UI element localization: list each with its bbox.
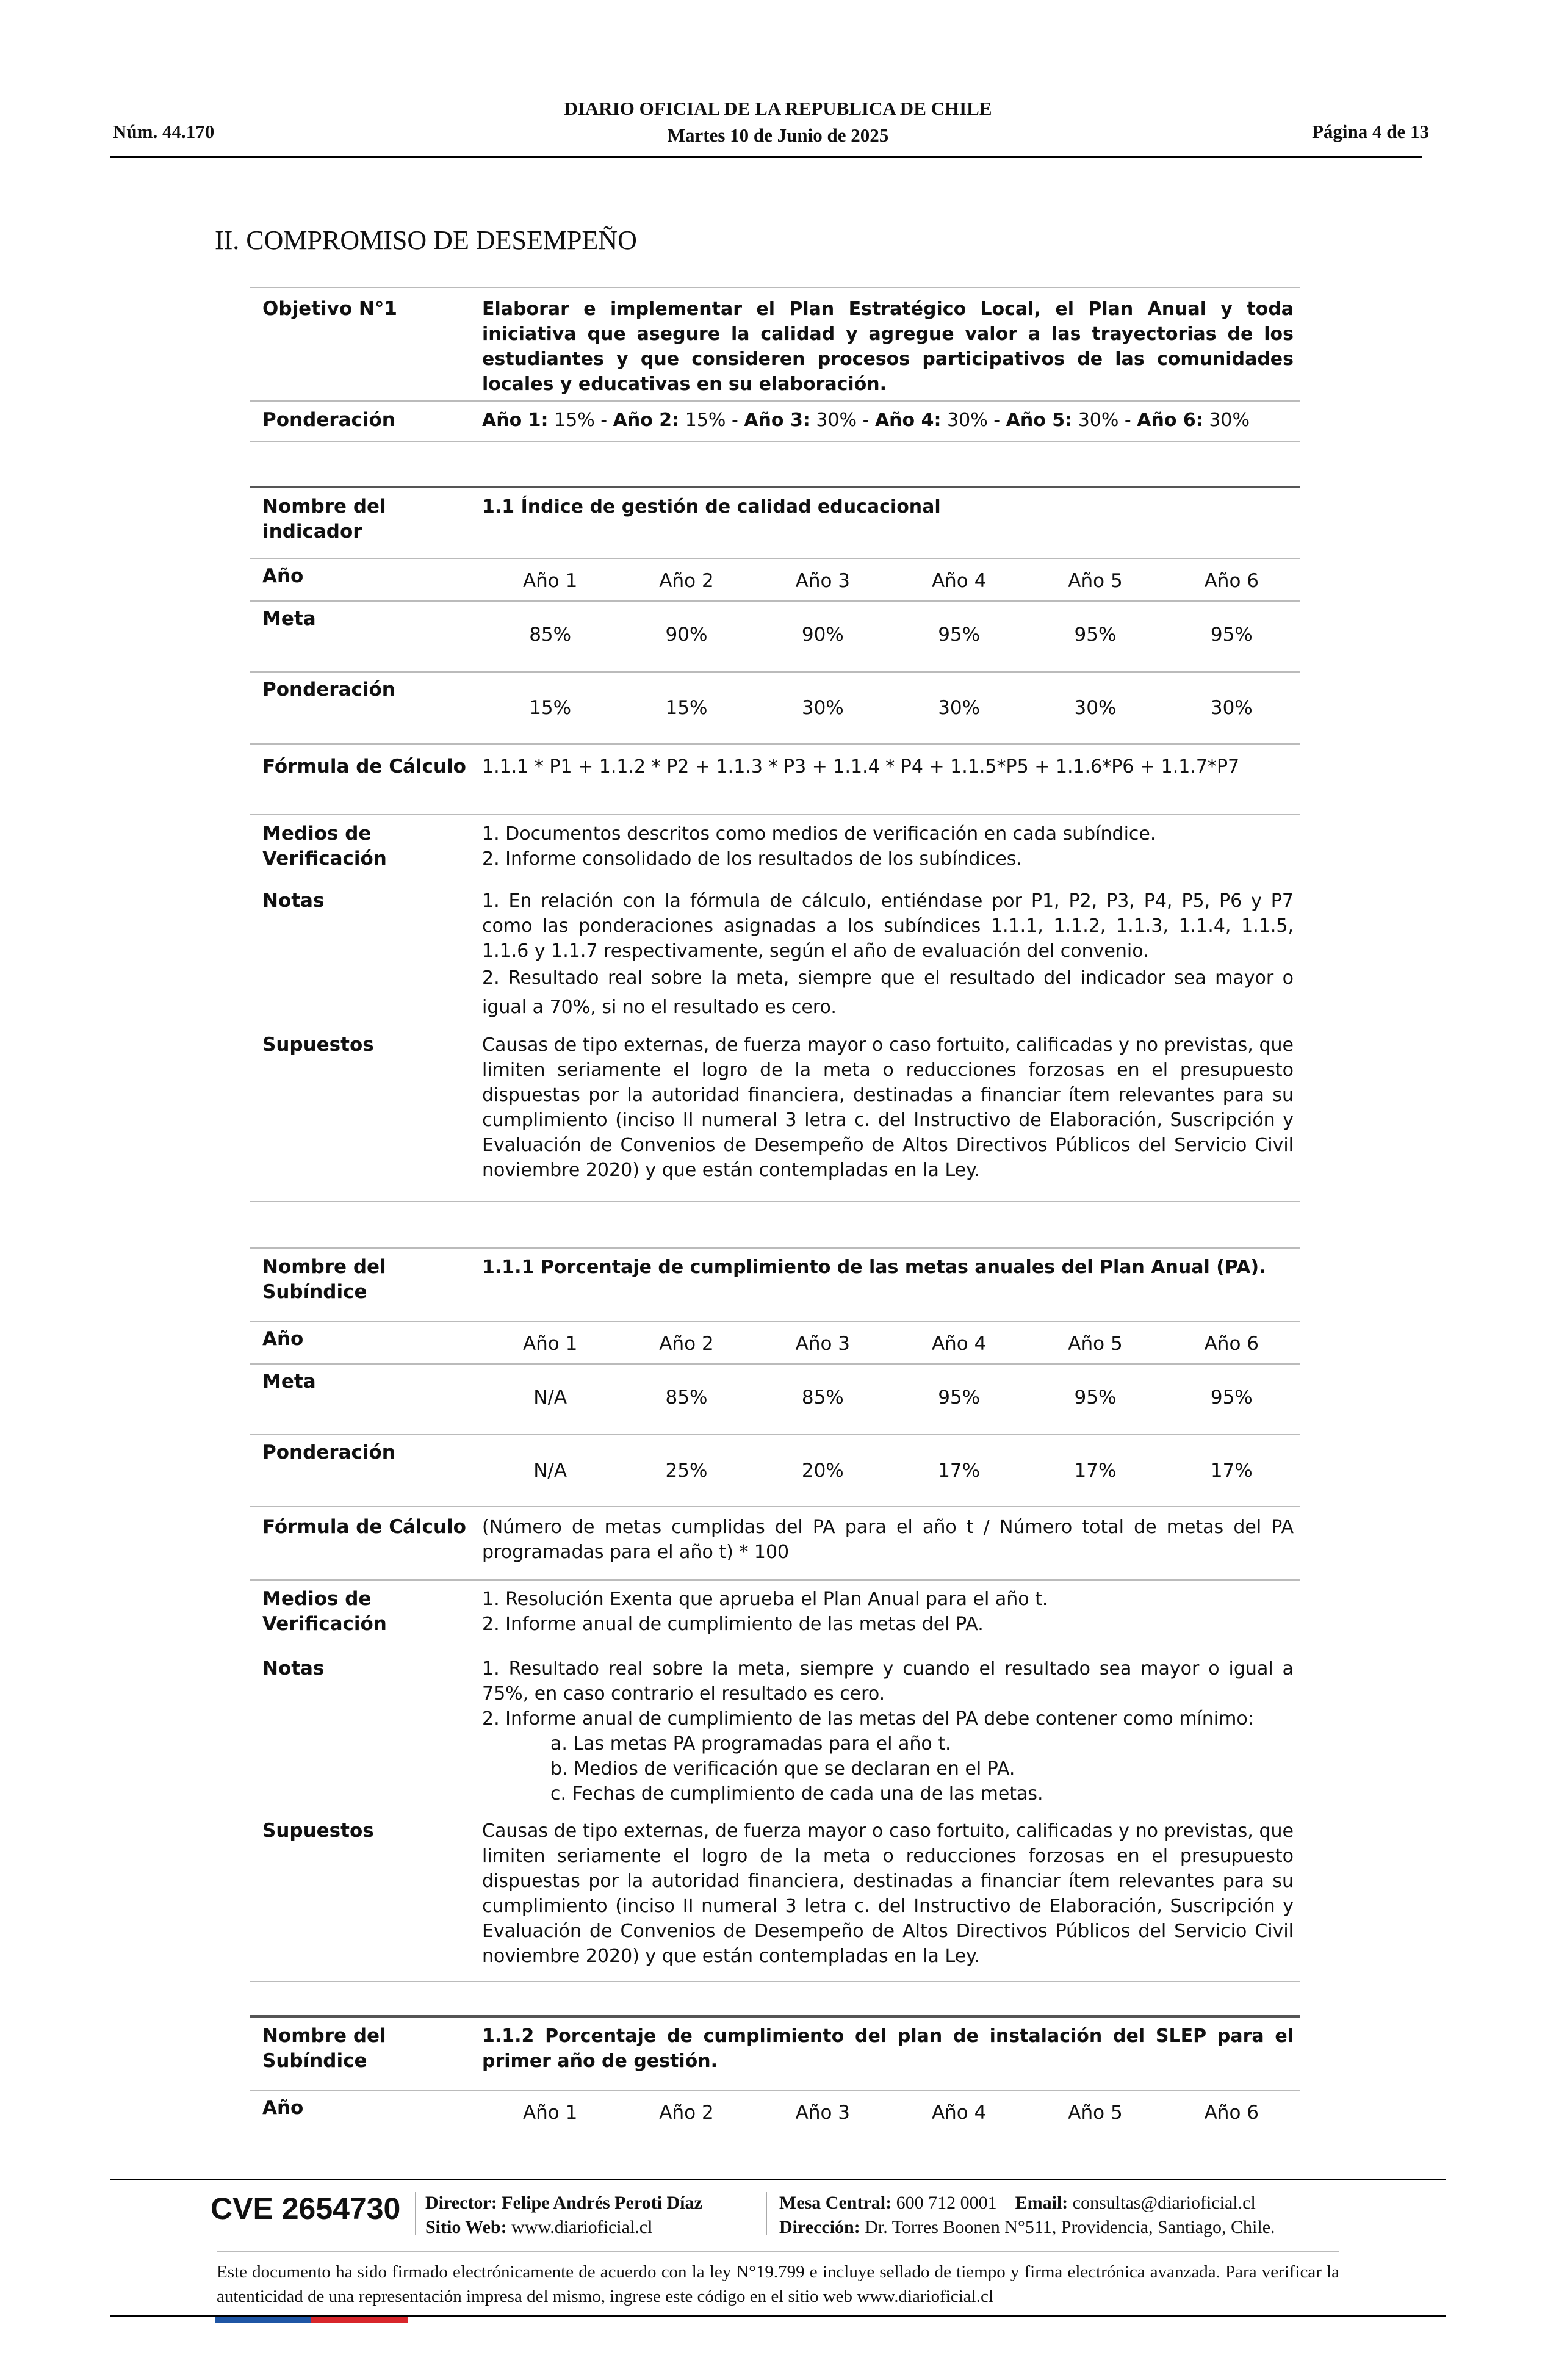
phone-label: Mesa Central: bbox=[779, 2193, 892, 2213]
footer-separator bbox=[415, 2192, 416, 2235]
year-header-row bbox=[482, 1333, 1300, 1355]
goal-value: 85% bbox=[665, 1387, 708, 1408]
objective-table bbox=[250, 287, 1300, 442]
year-label: Año bbox=[262, 565, 304, 587]
year-header: Año 4 bbox=[931, 1333, 987, 1355]
year-header: Año 2 bbox=[659, 2102, 714, 2124]
director-label: Director: bbox=[425, 2193, 497, 2213]
note-subitem: b. Medios de verificación que se declaran en el PA. bbox=[550, 1758, 1015, 1780]
means-list bbox=[482, 821, 1294, 871]
weight-value: 30% bbox=[938, 697, 981, 719]
goal-value: N/A bbox=[533, 1387, 567, 1408]
weight-year: Año 4: bbox=[874, 409, 942, 431]
divider bbox=[250, 441, 1300, 442]
page-indicator: Página 4 de 13 bbox=[1311, 121, 1429, 142]
weight-year: Año 2: bbox=[613, 409, 680, 431]
subindex-name: 1.1.1 Porcentaje de cumplimiento de las metas anuales del Plan Anual (PA). bbox=[482, 1257, 1266, 1278]
header-rule bbox=[110, 156, 1422, 158]
goal-label: Meta bbox=[262, 1371, 316, 1393]
address-text: Dr. Torres Boonen N°511, Providencia, Santiago, Chile. bbox=[865, 2217, 1275, 2237]
assumptions-text: Causas de tipo externas, de fuerza mayor o caso fortuito, calificadas y no previstas, que limiten seriamente el logro de la meta o reducciones forzosas en el presupuesto dispuestas por la autoridad financiera, destinadas a financiar ítem relevantes para su cumplimiento (inciso II numeral 3 letra c. del Instructivo de Elaboración, Suscripción y Evaluación de Convenios de Desempeño de Altos Directivos Públicos del Servicio Civil noviembre 2020) y que están contempladas en la Ley. bbox=[482, 1820, 1294, 1967]
means-label: Medios de Verificación bbox=[262, 823, 387, 870]
note-subitem: a. Las metas PA programadas para el año t. bbox=[550, 1733, 951, 1754]
site-label: Sitio Web: bbox=[425, 2217, 507, 2237]
weight-value: 30% bbox=[1209, 409, 1250, 431]
year-header: Año 6 bbox=[1204, 570, 1259, 592]
year-header: Año 6 bbox=[1204, 2102, 1259, 2124]
note-item: 1. En relación con la fórmula de cálculo, entiéndase por P1, P2, P3, P4, P5, P6 y P7 como las ponderaciones asignadas a los subíndices 1.1.1, 1.1.2, 1.1.3, 1.1.4, 1.1.5, 1.1.6 y 1.1.7 respectivamente, según el año de evaluación del convenio. bbox=[482, 890, 1294, 962]
means-label: Medios de Verificación bbox=[262, 1588, 387, 1635]
weight-value: 30% bbox=[801, 697, 844, 719]
note-subitem: c. Fechas de cumplimiento de cada una de las metas. bbox=[550, 1783, 1043, 1805]
goal-value: 95% bbox=[1074, 624, 1117, 646]
note-item: 2. Informe anual de cumplimiento de las metas del PA debe contener como mínimo: bbox=[482, 1708, 1254, 1729]
goal-row bbox=[482, 624, 1300, 646]
year-label: Año bbox=[262, 1328, 304, 1350]
footer-separator bbox=[766, 2192, 767, 2235]
notes-label: Notas bbox=[262, 890, 325, 912]
address-label: Dirección: bbox=[779, 2217, 860, 2237]
weight-value: 17% bbox=[938, 1460, 981, 1482]
weight-row bbox=[482, 1460, 1300, 1482]
year-header: Año 1 bbox=[522, 1333, 578, 1355]
footer-contact-block bbox=[779, 2191, 1275, 2240]
weight-value: 30% bbox=[1078, 409, 1119, 431]
weight-label: Ponderación bbox=[262, 1441, 395, 1463]
year-header: Año 4 bbox=[931, 2102, 987, 2124]
weight-year: Año 1: bbox=[482, 409, 549, 431]
cve-code: CVE 2654730 bbox=[211, 2191, 401, 2226]
objective-label: Objetivo N°1 bbox=[262, 298, 397, 320]
phone-number: 600 712 0001 bbox=[896, 2193, 997, 2213]
means-item: 2. Informe anual de cumplimiento de las metas del PA. bbox=[482, 1614, 984, 1635]
means-item: 1. Documentos descritos como medios de verificación en cada subíndice. bbox=[482, 823, 1156, 845]
director-name: Felipe Andrés Peroti Díaz bbox=[502, 2193, 702, 2213]
formula-text: (Número de metas cumplidas del PA para el año t / Número total de metas del PA programadas para el año t) * 100 bbox=[482, 1516, 1294, 1563]
weight-value: 30% bbox=[1210, 697, 1253, 719]
assumptions-label: Supuestos bbox=[262, 1820, 374, 1842]
footer-rule bbox=[110, 2315, 1446, 2317]
subindex-name: 1.1.2 Porcentaje de cumplimiento del plan de instalación del SLEP para el primer año de gestión. bbox=[482, 2025, 1294, 2072]
issue-number: Núm. 44.170 bbox=[113, 121, 215, 142]
weight-value: 17% bbox=[1210, 1460, 1253, 1482]
weight-label: Ponderación bbox=[262, 679, 395, 701]
weight-value: 15% bbox=[529, 697, 572, 719]
indicator-name: 1.1 Índice de gestión de calidad educacional bbox=[482, 496, 941, 517]
year-header: Año 1 bbox=[522, 570, 578, 592]
weight-value: N/A bbox=[533, 1460, 567, 1482]
objective-weights: Año 1: 15% - Año 2: 15% - Año 3: 30% - Año 4: 30% - Año 5: 30% - Año 6: 30% bbox=[482, 409, 1250, 431]
assumptions-label: Supuestos bbox=[262, 1034, 374, 1056]
year-header: Año 2 bbox=[659, 1333, 714, 1355]
footer-director-block bbox=[425, 2191, 702, 2240]
goal-value: 85% bbox=[801, 1387, 844, 1408]
goal-value: 95% bbox=[1074, 1387, 1117, 1408]
means-item: 2. Informe consolidado de los resultados de los subíndices. bbox=[482, 848, 1022, 870]
year-header: Año 3 bbox=[795, 2102, 851, 2124]
goal-value: 90% bbox=[665, 624, 708, 646]
weight-value: 15% bbox=[665, 697, 708, 719]
subindex-name-label: Nombre del Subíndice bbox=[262, 2025, 386, 2072]
assumptions-text: Causas de tipo externas, de fuerza mayor o caso fortuito, calificadas y no previstas, que limiten seriamente el logro de la meta o reducciones forzosas en el presupuesto dispuestas por la autoridad financiera, destinadas a financiar ítem relevantes para su cumplimiento (inciso II numeral 3 letra c. del Instructivo de Elaboración, Suscripción y Evaluación de Convenios de Desempeño de Altos Directivos Públicos del Servicio Civil noviembre 2020) y que están contempladas en la Ley. bbox=[482, 1034, 1294, 1181]
indicator-name-label: Nombre del indicador bbox=[262, 496, 386, 543]
site-link[interactable]: www.diarioficial.cl bbox=[511, 2217, 653, 2237]
subindex-table bbox=[250, 1247, 1300, 1982]
weight-year: Año 6: bbox=[1137, 409, 1203, 431]
weight-value: 30% bbox=[947, 409, 988, 431]
means-item: 1. Resolución Exenta que aprueba el Plan Anual para el año t. bbox=[482, 1588, 1048, 1610]
goal-value: 95% bbox=[938, 1387, 981, 1408]
goal-value: 90% bbox=[801, 624, 844, 646]
year-header: Año 5 bbox=[1068, 570, 1123, 592]
year-header: Año 5 bbox=[1068, 2102, 1123, 2124]
weight-value: 20% bbox=[801, 1460, 844, 1482]
footer-rule bbox=[110, 2179, 1446, 2180]
objective-text: Elaborar e implementar el Plan Estratégico Local, el Plan Anual y toda iniciativa que asegure la calidad y agregue valor a las trayectorias de los estudiantes y que consideren procesos participativos de las comunidades locales y educativas en su elaboración. bbox=[482, 298, 1294, 395]
notes-list bbox=[482, 1656, 1294, 1806]
year-header: Año 2 bbox=[659, 570, 714, 592]
weight-value: 15% bbox=[554, 409, 595, 431]
note-item: 1. Resultado real sobre la meta, siempre y cuando el resultado sea mayor o igual a 75%, en caso contrario el resultado es cero. bbox=[482, 1658, 1294, 1704]
goal-value: 95% bbox=[1210, 1387, 1253, 1408]
subindex-name-label: Nombre del Subíndice bbox=[262, 1256, 386, 1303]
goal-value: 95% bbox=[938, 624, 981, 646]
year-header: Año 3 bbox=[795, 570, 851, 592]
section-title: II. COMPROMISO DE DESEMPEÑO bbox=[215, 225, 637, 255]
year-label: Año bbox=[262, 2097, 304, 2119]
weight-year: Año 3: bbox=[744, 409, 810, 431]
subindex-table bbox=[250, 2015, 1300, 2132]
email-link[interactable]: consultas@diarioficial.cl bbox=[1072, 2193, 1256, 2213]
formula-label: Fórmula de Cálculo bbox=[262, 755, 466, 777]
flag-red-bar bbox=[311, 2317, 408, 2323]
objective-weight-label: Ponderación bbox=[262, 409, 395, 431]
goal-value: 95% bbox=[1210, 624, 1253, 646]
issue-date: Martes 10 de Junio de 2025 bbox=[667, 124, 889, 146]
email-label: Email: bbox=[1015, 2193, 1068, 2213]
year-header-row bbox=[482, 570, 1300, 592]
weight-value: 30% bbox=[1074, 697, 1117, 719]
weight-value: 17% bbox=[1074, 1460, 1117, 1482]
divider bbox=[250, 1981, 1300, 1982]
footer-divider bbox=[217, 2251, 1339, 2252]
weight-value: 30% bbox=[816, 409, 857, 431]
weight-value: 15% bbox=[685, 409, 726, 431]
means-list bbox=[482, 1587, 1294, 1637]
weight-row bbox=[482, 697, 1300, 719]
flag-blue-bar bbox=[215, 2317, 311, 2323]
weight-value: 25% bbox=[665, 1460, 708, 1482]
notes-list bbox=[482, 889, 1294, 1022]
goal-value: 85% bbox=[529, 624, 572, 646]
year-header: Año 3 bbox=[795, 1333, 851, 1355]
indicator-table bbox=[250, 486, 1300, 1202]
newspaper-title: DIARIO OFICIAL DE LA REPUBLICA DE CHILE bbox=[564, 98, 992, 119]
goal-row bbox=[482, 1387, 1300, 1408]
goal-label: Meta bbox=[262, 608, 316, 630]
year-header: Año 1 bbox=[522, 2102, 578, 2124]
note-item: 2. Resultado real sobre la meta, siempre que el resultado del indicador sea mayor o igual a 70%, si no el resultado es cero. bbox=[482, 967, 1294, 1018]
year-header-row bbox=[482, 2102, 1300, 2124]
formula-label: Fórmula de Cálculo bbox=[262, 1516, 466, 1538]
formula-text: 1.1.1 * P1 + 1.1.2 * P2 + 1.1.3 * P3 + 1.1.4 * P4 + 1.1.5*P5 + 1.1.6*P6 + 1.1.7*P7 bbox=[482, 756, 1240, 777]
year-header: Año 5 bbox=[1068, 1333, 1123, 1355]
legal-notice: Este documento ha sido firmado electrónicamente de acuerdo con la ley N°19.799 e incluye sellado de tiempo y firma electrónica avanzada. Para verificar la autenticidad de una representación impresa del mismo, ingrese este código en el sitio web www.diarioficial.cl bbox=[217, 2262, 1339, 2306]
weight-year: Año 5: bbox=[1006, 409, 1073, 431]
divider bbox=[250, 1201, 1300, 1202]
year-header: Año 4 bbox=[931, 570, 987, 592]
notes-label: Notas bbox=[262, 1657, 325, 1679]
year-header: Año 6 bbox=[1204, 1333, 1259, 1355]
